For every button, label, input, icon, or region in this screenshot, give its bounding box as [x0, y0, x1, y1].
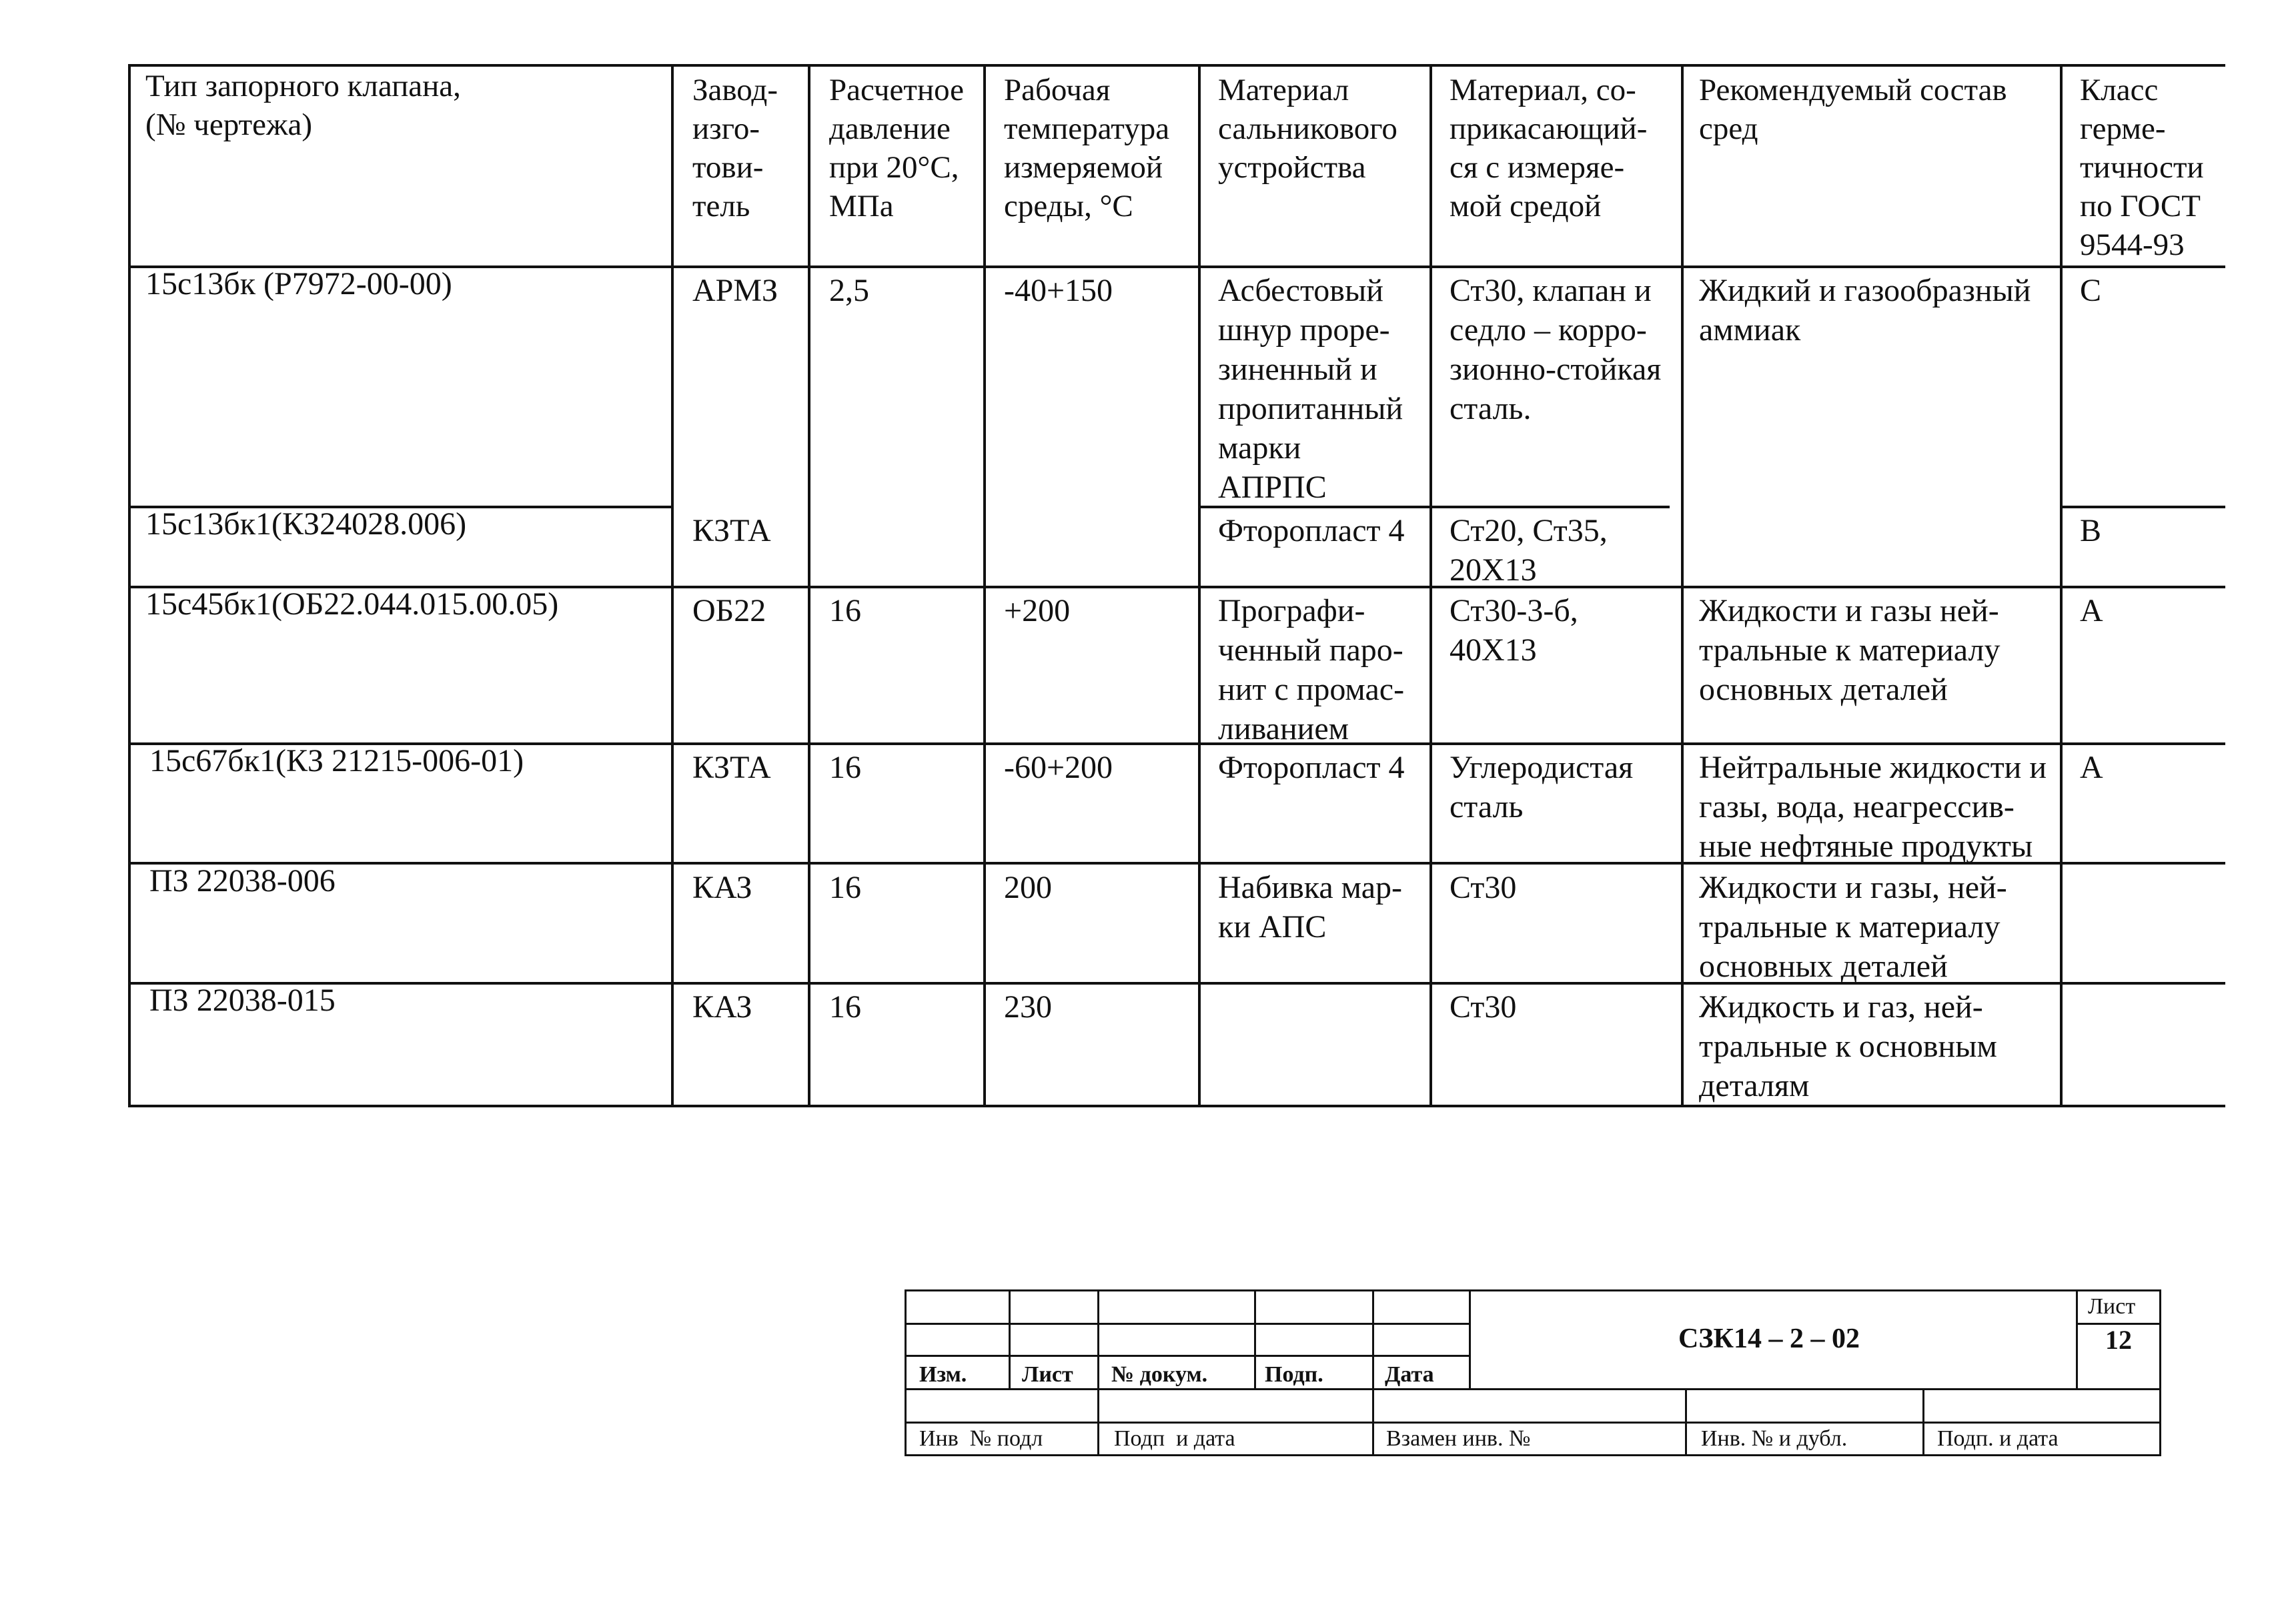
valve-specification-table: [131, 64, 2225, 1105]
stamp-label-doc: № докум.: [1111, 1362, 1208, 1387]
stamp-bottom-rule-4: [1922, 1388, 1924, 1455]
table-row-3-media: Жидкости и газы ней- тральные к материалу основных деталей: [1699, 593, 2000, 707]
header-tightness-class: Класс герме- тичности по ГОСТ 9544-93: [2080, 73, 2204, 262]
col-divider-6: [1681, 64, 1684, 1106]
table-row-5-media: Жидкости и газы, ней- тральные к материалу основных деталей: [1699, 870, 2007, 984]
table-row-4-contact-material: Углеродистая сталь: [1450, 750, 1634, 825]
table-row-2-gland-material: Фторопласт 4: [1218, 513, 1405, 548]
stamp-col-rule-3: [1254, 1289, 1256, 1388]
stamp-label-podp-data-2: Подп. и дата: [1937, 1426, 2059, 1451]
table-row-1-manufacturer: АРМЗ: [692, 273, 778, 308]
stamp-sheet-box-left: [2076, 1289, 2078, 1388]
stamp-col-rule-4: [1372, 1289, 1374, 1388]
col-divider-7: [2060, 64, 2063, 1106]
stamp-grid-rule-3: [905, 1388, 2161, 1390]
col-divider-5: [1429, 64, 1432, 1106]
table-row-3-contact-material: Ст30-3-б, 40Х13: [1450, 593, 1578, 668]
table-row-4-temperature: -60+200: [1004, 750, 1113, 785]
header-media: Рекомендуемый состав сред: [1699, 73, 2007, 146]
stamp-label-inv-podl: Инв № подл: [919, 1426, 1043, 1451]
stamp-label-inv-dubl: Инв. № и дубл.: [1701, 1426, 1848, 1451]
table-row-1-tightness-class: С: [2080, 273, 2102, 308]
header-temperature: Рабочая температура измеряемой среды, °С: [1004, 73, 1170, 223]
table-row-3-temperature: +200: [1004, 593, 1071, 628]
stamp-sheet-label: Лист: [2088, 1294, 2136, 1319]
table-row-2-contact-material: Ст20, Ст35, 20Х13: [1450, 513, 1608, 588]
header-pressure: Расчетное давление при 20°С, МПа: [829, 73, 965, 223]
table-row-3-manufacturer: ОБ22: [692, 593, 766, 628]
table-row-2-manufacturer: КЗТА: [692, 513, 771, 548]
table-row-4-tightness-class: А: [2080, 750, 2103, 785]
stamp-grid-rule-1: [905, 1323, 1470, 1325]
table-row-1-valve-type: 15с13бк (Р7972-00-00): [145, 266, 452, 302]
stamp-bottom-rule-1: [1097, 1388, 1099, 1455]
stamp-bottom-rule-2: [1372, 1388, 1374, 1455]
table-row-3-gland-material: Прографи- ченный паро- нит с промас- ливанием: [1218, 593, 1405, 746]
table-row-5-pressure: 16: [829, 870, 861, 905]
table-row-2-tightness-class: В: [2080, 513, 2102, 548]
table-border-left: [128, 64, 131, 1106]
table-row-1-gland-material: Асбестовый шнур проре- зиненный и пропитанный марки АПРПС: [1218, 273, 1403, 505]
table-row-6-contact-material: Ст30: [1450, 989, 1517, 1025]
table-row-1-temperature: -40+150: [1004, 273, 1113, 308]
stamp-col-rule-2: [1097, 1289, 1099, 1388]
stamp-border-right: [2159, 1289, 2161, 1456]
stamp-label-data: Дата: [1385, 1362, 1434, 1387]
table-row-4-gland-material: Фторопласт 4: [1218, 750, 1405, 785]
table-row-2-valve-type: 15с13бк1(КЗ24028.006): [145, 506, 467, 542]
title-block: [905, 1289, 2161, 1456]
stamp-col-rule-5: [1469, 1289, 1471, 1388]
stamp-sheet-number: 12: [2105, 1325, 2132, 1355]
stamp-label-izm: Изм.: [919, 1362, 967, 1387]
row1-divider-c: [2060, 506, 2225, 508]
table-row-1-pressure: 2,5: [829, 273, 869, 308]
table-row-5-temperature: 200: [1004, 870, 1052, 905]
table-row-5-gland-material: Набивка мар- ки АПС: [1218, 870, 1402, 945]
stamp-grid-rule-2: [905, 1355, 1470, 1357]
table-row-6-pressure: 16: [829, 989, 861, 1025]
stamp-document-code: СЗК14 – 2 – 02: [1678, 1323, 1860, 1354]
stamp-border-top: [905, 1289, 2161, 1291]
table-row-6-valve-type: ПЗ 22038-015: [149, 983, 336, 1018]
table-row-1-media: Жидкий и газообразный аммиак: [1699, 273, 2031, 348]
header-gland-material: Материал сальникового устройства: [1218, 73, 1397, 185]
table-row-1-contact-material: Ст30, клапан и седло – корро- зионно-стойкая сталь.: [1450, 273, 1662, 426]
header-valve-type: Тип запорного клапана, (№ чертежа): [145, 69, 461, 142]
col-divider-2: [808, 64, 810, 1106]
stamp-label-list: Лист: [1022, 1362, 1073, 1387]
table-row-3-valve-type: 15с45бк1(ОБ22.044.015.00.05): [145, 586, 559, 622]
header-manufacturer: Завод- изго- тови- тель: [692, 73, 778, 223]
table-row-3-tightness-class: А: [2080, 593, 2103, 628]
table-row-6-manufacturer: КАЗ: [692, 989, 752, 1025]
table-row-5-manufacturer: КАЗ: [692, 870, 752, 905]
table-row-6-media: Жидкость и газ, ней- тральные к основным деталям: [1699, 989, 1997, 1103]
stamp-label-vzamen: Взамен инв. №: [1386, 1426, 1531, 1451]
stamp-col-rule-1: [1009, 1289, 1011, 1388]
table-row-4-pressure: 16: [829, 750, 861, 785]
table-row-5-contact-material: Ст30: [1450, 870, 1517, 905]
table-row-4-valve-type: 15с67бк1(КЗ 21215-006-01): [149, 743, 524, 778]
table-row-4-manufacturer: КЗТА: [692, 750, 771, 785]
stamp-label-podp-data-1: Подп и дата: [1114, 1426, 1235, 1451]
col-divider-1: [671, 64, 674, 1106]
table-row-5-valve-type: ПЗ 22038-006: [149, 863, 336, 899]
stamp-bottom-rule-3: [1685, 1388, 1687, 1455]
stamp-border-bottom: [905, 1454, 2161, 1456]
stamp-grid-rule-4: [905, 1422, 2161, 1424]
table-row-4-media: Нейтральные жидкости и газы, вода, неагрессив- ные нефтяные продукты: [1699, 750, 2047, 864]
table-row-6-temperature: 230: [1004, 989, 1052, 1025]
col-divider-3: [983, 64, 986, 1106]
stamp-label-podp: Подп.: [1265, 1362, 1323, 1387]
stamp-border-left: [905, 1289, 907, 1456]
header-contact-material: Материал, со- прикасающий- ся с измеряе- мой средой: [1450, 73, 1648, 223]
col-divider-4: [1198, 64, 1201, 1106]
table-row-3-pressure: 16: [829, 593, 861, 628]
